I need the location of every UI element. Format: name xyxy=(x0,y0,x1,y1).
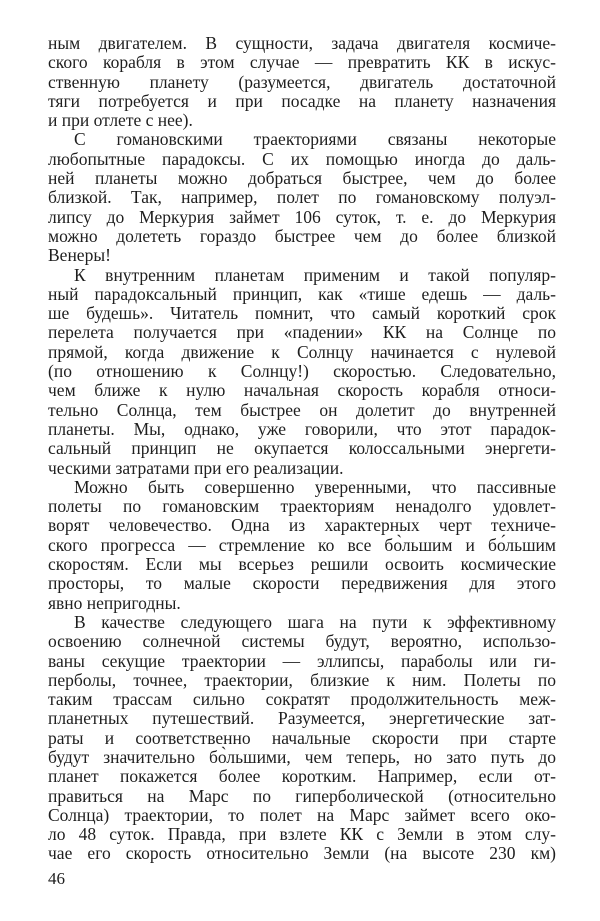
text-line: перелета получается при «падении» КК на Солнце по xyxy=(48,322,556,343)
text-line: Солнца) траектории, то полет на Марс займет всего око- xyxy=(48,804,556,825)
text-line: любопытные парадоксы. С их помощью иногда до даль- xyxy=(48,148,556,169)
page-number: 46 xyxy=(48,869,65,888)
text-line: ственную планету (разумеется, двигатель достаточной xyxy=(48,71,556,92)
text-line: тельно Солнца, тем быстрее он долетит до внутренней xyxy=(48,399,556,420)
text-line: можно долететь гораздо быстрее чем до более близкой xyxy=(48,225,556,246)
text-line: ваны секущие траектории — эллипсы, параболы или ги- xyxy=(48,650,556,671)
text-line: будут значительно бо̀льшими, чем теперь, но зато путь до xyxy=(48,746,556,767)
text-line: ным двигателем. В сущности, задача двигателя космиче- xyxy=(48,33,556,53)
text-line: ского прогресса — стремление ко все бо̀льшим и бо́льшим xyxy=(48,534,556,555)
text-line: ше будешь». Читатель помнит, что самый короткий срок xyxy=(48,303,556,324)
text-line: правиться на Марс по гиперболической (относительно xyxy=(48,785,556,806)
text-line: Венеры! xyxy=(48,245,111,266)
text-line: липсу до Меркурия займет 106 суток, т. е. до Меркурия xyxy=(48,206,556,227)
text-line: планеты. Мы, однако, уже говорили, что этот парадок- xyxy=(48,418,556,439)
paragraph xyxy=(48,130,556,265)
text-line: планет покажется более коротким. Например, если от- xyxy=(48,766,556,787)
text-line: ского корабля в этом случае — превратить КК в искус- xyxy=(48,52,556,73)
paragraph xyxy=(48,34,556,130)
text-line: ный парадоксальный принцип, как «тише едешь — даль- xyxy=(48,283,556,304)
text-line: планетных путешествий. Разумеется, энергетические зат- xyxy=(48,708,556,729)
text-line: ворят человечество. Одна из характерных черт техниче- xyxy=(48,515,556,536)
text-line: чем ближе к нулю начальная скорость корабля относи- xyxy=(48,380,556,401)
paragraph xyxy=(48,478,556,613)
paragraph xyxy=(48,266,556,478)
text-line: С гомановскими траекториями связаны некоторые xyxy=(74,129,556,150)
text-line: полеты по гомановским траекториям ненадолго удовлет- xyxy=(48,496,556,517)
text-line: Можно быть совершенно уверенными, что пассивные xyxy=(74,476,556,497)
text-line: просторы, то малые скорости передвижения для этого xyxy=(48,573,556,594)
text-line: прямой, когда движение к Солнцу начинается с нулевой xyxy=(48,341,556,362)
text-line: явно непригодны. xyxy=(48,592,181,613)
text-line: сальный принцип не окупается колоссальными энергети- xyxy=(48,438,556,459)
text-line: освоению солнечной системы будут, вероятно, использо- xyxy=(48,631,556,652)
text-line: ней планеты можно добраться быстрее, чем до более xyxy=(48,168,556,189)
text-line: ло 48 суток. Правда, при взлете КК с Земли в этом слу- xyxy=(48,824,556,845)
text-line: близкой. Так, например, полет по гомановскому полуэл- xyxy=(48,187,556,208)
paragraph xyxy=(48,613,556,864)
text-line: В качестве следующего шага на пути к эффективному xyxy=(74,611,556,632)
text-line: (по отношению к Солнцу!) скоростью. Следовательно, xyxy=(48,361,556,382)
text-line: скоростям. Если мы всерьез решили освоить космические xyxy=(48,554,556,575)
text-line: ческими затратами при его реализации. xyxy=(48,457,344,478)
text-line: и при отлете с нее). xyxy=(48,110,193,131)
text-line: чае его скорость относительно Земли (на высоте 230 км) xyxy=(48,843,556,864)
text-line: К внутренним планетам применим и такой популяр- xyxy=(74,264,556,285)
body-text xyxy=(48,34,556,864)
text-line: таким трассам сильно сократят продолжительность меж- xyxy=(48,689,556,710)
text-line: перболы, точнее, траектории, близкие к ним. Полеты по xyxy=(48,669,556,690)
text-line: раты и соответственно начальные скорости при старте xyxy=(48,727,556,748)
text-line: тяги потребуется и при посадке на планету назначения xyxy=(48,90,556,111)
